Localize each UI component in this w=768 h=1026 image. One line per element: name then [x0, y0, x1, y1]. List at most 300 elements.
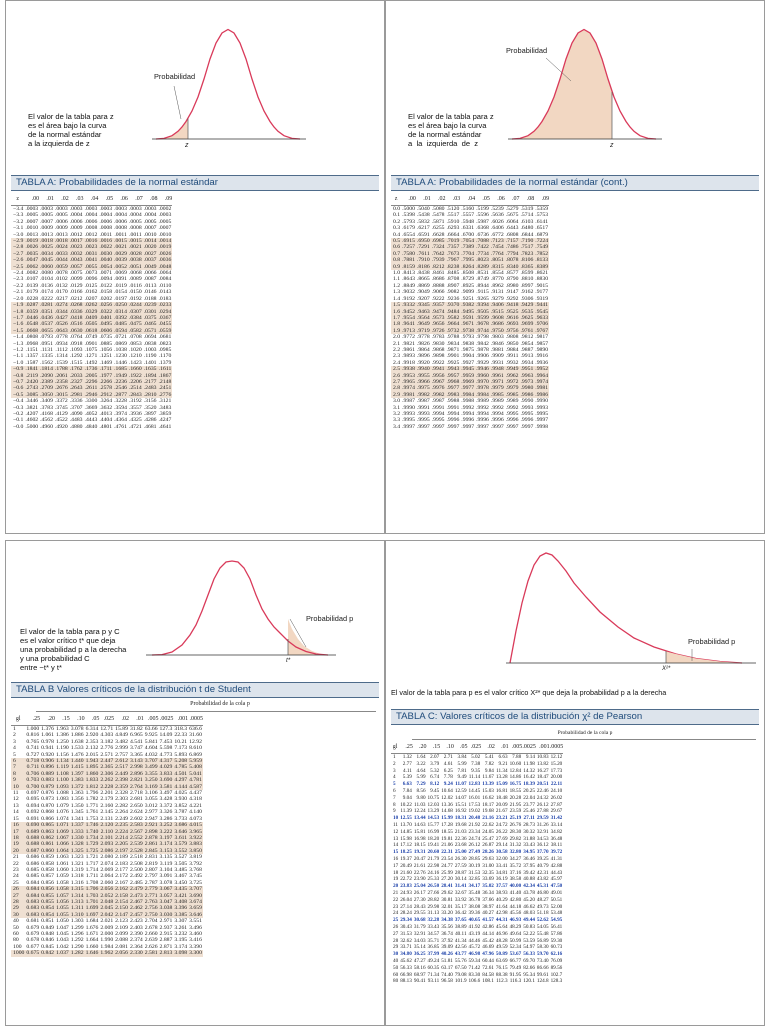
table-cell: 7.453 — [159, 738, 173, 745]
table-cell: 50.83 — [523, 923, 535, 930]
table-cell: 0.706 — [26, 770, 40, 777]
table-cell: .0006 — [54, 218, 68, 225]
table-cell: 1.386 — [55, 732, 69, 739]
table-cell: .9955 — [416, 372, 430, 379]
table-cell: 19.81 — [441, 835, 453, 842]
table-cell: .8599 — [520, 270, 534, 277]
table-cell: .6293 — [446, 225, 460, 232]
table-cell: 1.059 — [55, 873, 69, 880]
table-cell: .6915 — [402, 238, 415, 245]
table-cell: 18.31 — [454, 815, 467, 822]
table-cell: 0.941 — [41, 745, 54, 752]
table-cell: .5832 — [416, 218, 430, 225]
table-cell: 0.848 — [41, 931, 54, 937]
table-row — [391, 398, 549, 404]
table-cell: 32.35 — [482, 869, 494, 876]
row-label: 1.5 — [393, 302, 401, 309]
table-row — [391, 206, 549, 213]
table-cell: 71.42 — [468, 964, 481, 971]
table-cell: .5319 — [520, 206, 534, 212]
table-cell: .8413 — [402, 270, 415, 277]
table-cell: .1170 — [158, 353, 172, 360]
table-cell: .0418 — [69, 314, 83, 321]
table-cell: .0154 — [114, 289, 127, 296]
table-cell: 88.13 — [400, 978, 412, 985]
table-cell: .3783 — [40, 404, 53, 411]
table-cell: 31.82 — [129, 726, 143, 732]
table-cell: 0.679 — [26, 931, 40, 937]
table-cell: 1.042 — [55, 943, 69, 950]
table-cell: .7454 — [490, 244, 504, 251]
row-label: 4 — [393, 774, 396, 781]
table-cell: 1.061 — [41, 732, 54, 739]
table-cell: 74.40 — [441, 971, 453, 978]
table-cell: 18.55 — [509, 787, 522, 794]
table-cell: 4.64 — [416, 767, 426, 774]
row-label: 15 — [13, 815, 19, 822]
table-cell: 33.20 — [441, 910, 453, 917]
table-cell: .4168 — [40, 411, 53, 417]
table-cell: 4.61 — [443, 760, 453, 767]
table-cell: .0010 — [143, 231, 157, 238]
row-label: 0.3 — [393, 225, 401, 232]
table-cell: 28.73 — [523, 821, 535, 828]
table-cell: 10.75 — [427, 794, 440, 801]
table-cell: .4602 — [25, 417, 39, 424]
table-row — [391, 808, 563, 815]
table-cell: .1446 — [114, 359, 127, 366]
table-cell: .6950 — [416, 238, 430, 245]
table-cell: .1685 — [114, 366, 127, 373]
table-cell: .0212 — [69, 295, 83, 302]
table-b-note: El valor de la tabla para p y C es el valor crítico t* que deja una probabilidad p a la derecha y una probabilidad C entre −t* y t* — [20, 627, 127, 672]
table-cell: 106.6 — [468, 978, 481, 985]
table-cell: 15.77 — [427, 821, 440, 828]
table-row — [391, 795, 563, 802]
table-cell: .9382 — [461, 302, 475, 309]
table-cell: 76.15 — [495, 964, 508, 971]
table-cell: .1562 — [40, 359, 53, 366]
table-cell: .4641 — [158, 423, 172, 430]
table-cell: 16.98 — [413, 835, 426, 842]
table-cell: .0005 — [54, 212, 68, 219]
table-cell: 1.060 — [55, 866, 69, 873]
table-cell: 0.849 — [41, 924, 54, 931]
table-cell: 6.314 — [85, 726, 99, 732]
table-cell: 2.678 — [144, 924, 158, 931]
table-cell: 21.16 — [482, 815, 494, 822]
table-cell: .9993 — [520, 404, 534, 411]
table-cell: 3.135 — [159, 854, 173, 861]
table-cell: 45.97 — [550, 876, 563, 883]
row-label: 2.1 — [393, 340, 401, 347]
table-cell: 18.25 — [400, 849, 412, 856]
table-cell: 37.70 — [536, 849, 549, 856]
table-cell: 32.80 — [509, 849, 522, 856]
table-cell: 1.943 — [85, 758, 99, 765]
table-cell: .0188 — [143, 295, 157, 302]
row-label: 1 — [393, 754, 396, 760]
table-row — [391, 289, 549, 295]
table-cell: .0110 — [158, 282, 172, 289]
table-cell: 0.695 — [26, 796, 40, 803]
table-header-row — [391, 741, 563, 754]
row-label: −1.6 — [13, 321, 24, 328]
table-cell: 41.64 — [495, 903, 508, 910]
row-label: −0.8 — [13, 372, 24, 379]
table-cell: .7088 — [476, 238, 489, 245]
table-cell: 3.965 — [189, 828, 202, 835]
table-cell: .0047 — [25, 257, 39, 264]
table-cell: .9997 — [416, 423, 430, 430]
table-cell: 2.971 — [159, 918, 173, 925]
table-cell: 33.43 — [523, 842, 535, 849]
table-cell: .9985 — [490, 391, 504, 398]
table-cell: 1.372 — [70, 783, 84, 790]
table-cell: 1.064 — [55, 847, 69, 854]
table-cell: 56.41 — [550, 923, 563, 930]
table-cell: 21.79 — [427, 855, 440, 862]
table-cell: 45.72 — [468, 944, 481, 951]
table-cell: .0025 — [40, 244, 53, 251]
table-cell: .9936 — [535, 359, 549, 366]
table-cell: 3.646 — [174, 828, 188, 835]
table-cell: .0749 — [84, 334, 98, 341]
row-label: 3 — [13, 738, 16, 745]
table-cell: 2.365 — [100, 764, 114, 771]
table-cell: 3.579 — [174, 841, 188, 848]
column-header: .10 — [70, 713, 85, 726]
table-cell: .1788 — [54, 366, 68, 373]
table-cell: 33.41 — [495, 862, 508, 869]
table-row — [391, 951, 563, 958]
table-cell: 1.043 — [55, 937, 69, 944]
table-cell: 3.787 — [174, 809, 188, 816]
table-cell: .0222 — [40, 295, 53, 302]
table-cell: 88.38 — [495, 971, 508, 978]
table-cell: 3.768 — [189, 866, 202, 873]
table-cell: 0.691 — [26, 815, 40, 822]
table-cell: 54.95 — [550, 917, 563, 924]
table-cell: .0655 — [40, 327, 53, 334]
table-cell: .9887 — [520, 346, 534, 353]
table-cell: 36.74 — [441, 930, 453, 937]
table-cell: 2.779 — [144, 886, 158, 893]
table-cell: 2.167 — [115, 879, 128, 886]
table-row — [391, 341, 549, 347]
table-cell: .2877 — [114, 391, 127, 398]
table-cell: .9761 — [520, 327, 534, 334]
table-cell: .9984 — [461, 391, 475, 398]
table-cell: .9990 — [520, 398, 534, 405]
table-cell: 10.22 — [400, 801, 412, 808]
table-cell: 63.17 — [441, 964, 453, 971]
table-cell: 3.659 — [189, 905, 202, 912]
table-cell: 35.14 — [413, 944, 426, 951]
row-label: 2.6 — [393, 372, 401, 379]
table-cell: .8051 — [490, 257, 504, 264]
table-cell: 35.02 — [482, 883, 494, 890]
table-row — [391, 244, 549, 250]
table-cell: .9875 — [461, 346, 475, 353]
table-cell: .9931 — [490, 359, 504, 366]
table-cell: 53.48 — [550, 910, 563, 917]
row-label: 13 — [13, 802, 19, 809]
row-label: −1.3 — [13, 340, 24, 347]
table-cell: .2483 — [143, 385, 157, 392]
table-cell: .9938 — [402, 366, 415, 373]
table-row — [391, 863, 563, 870]
table-cell: .9713 — [402, 327, 415, 334]
table-cell: 13.36 — [441, 801, 453, 808]
table-cell: 2.390 — [129, 931, 143, 937]
table-cell: .0039 — [114, 257, 127, 264]
table-cell: 53.67 — [509, 951, 522, 958]
table-cell: 20.49 — [400, 862, 412, 869]
table-header-row — [391, 193, 549, 206]
table-cell: .4286 — [143, 417, 157, 424]
table-cell: .0384 — [128, 314, 142, 321]
table-cell: .3707 — [69, 404, 83, 411]
table-cell: .0336 — [69, 308, 83, 315]
table-cell: 16.99 — [427, 828, 440, 835]
column-header: .07 — [505, 193, 520, 206]
table-cell: .9918 — [402, 359, 415, 366]
table-cell: 1.282 — [70, 950, 84, 957]
table-cell: 1.962 — [100, 950, 114, 957]
table-cell: 7.29 — [416, 781, 426, 788]
table-c-subheader-rule — [412, 739, 756, 740]
table-cell: 0.865 — [41, 822, 54, 829]
table-cell: 60.73 — [550, 944, 563, 951]
table-cell: 2.101 — [100, 834, 114, 841]
table-cell: 17.28 — [441, 821, 453, 828]
table-cell: 2.639 — [144, 937, 158, 944]
table-cell: .9767 — [535, 327, 549, 334]
table-cell: .8962 — [490, 282, 504, 289]
table-row — [11, 244, 172, 250]
table-cell: 1.725 — [85, 847, 99, 854]
column-header: .20 — [40, 713, 55, 726]
row-label: 9 — [393, 808, 396, 815]
table-cell: 4.140 — [189, 809, 202, 816]
table-cell: 0.681 — [26, 918, 40, 925]
table-cell: .9962 — [505, 372, 519, 379]
table-cell: .0013 — [40, 231, 53, 238]
table-cell: 35.48 — [468, 889, 481, 896]
table-cell: 2.887 — [159, 937, 173, 944]
row-label: 14 — [13, 809, 19, 816]
table-cell: 4.437 — [189, 790, 202, 797]
table-cell: .0329 — [84, 308, 98, 315]
table-cell: .9988 — [446, 398, 460, 405]
column-header: z — [391, 193, 401, 206]
table-cell: .9978 — [476, 385, 489, 392]
table-row — [11, 353, 172, 359]
table-cell: 24.77 — [441, 862, 453, 869]
table-c-title: TABLA C: Valores críticos de la distribución χ² de Pearson — [391, 709, 759, 725]
table-cell: .9991 — [446, 404, 460, 411]
table-cell: .0007 — [25, 218, 39, 225]
table-cell: .0059 — [54, 263, 68, 270]
table-cell: .3821 — [25, 404, 39, 411]
table-cell: .9207 — [416, 295, 430, 302]
table-row — [391, 781, 563, 788]
table-cell: .0170 — [54, 289, 68, 296]
table-cell: 1.083 — [55, 796, 69, 803]
table-cell: .0064 — [158, 270, 172, 277]
table-cell: .0668 — [25, 327, 39, 334]
table-cell: .0162 — [84, 289, 98, 296]
table-cell: 38.93 — [495, 889, 508, 896]
table-cell: .9370 — [446, 302, 460, 309]
table-cell: 28.43 — [413, 903, 426, 910]
table-cell: .0427 — [54, 314, 68, 321]
table-cell: 2.797 — [144, 873, 158, 880]
table-cell: 2.359 — [115, 783, 128, 790]
table-cell: .0006 — [84, 218, 98, 225]
row-label: 12 — [393, 828, 399, 835]
row-label: 0.0 — [393, 206, 401, 212]
table-cell: 60.35 — [427, 964, 440, 971]
table-cell: 0.686 — [26, 854, 40, 861]
table-cell: .0009 — [69, 225, 83, 232]
table-cell: .0019 — [158, 244, 172, 251]
table-cell: 49.44 — [523, 917, 535, 924]
table-cell: .9994 — [476, 411, 489, 417]
table-cell: 38.08 — [468, 903, 481, 910]
table-cell: 0.718 — [26, 758, 40, 765]
column-header: .09 — [158, 193, 173, 206]
table-cell: .7123 — [490, 238, 504, 245]
table-cell: .2743 — [25, 385, 39, 392]
z-axis-label: z — [610, 142, 614, 149]
table-cell: 50.99 — [509, 937, 522, 944]
row-label: −1.8 — [13, 308, 24, 315]
table-cell: .9131 — [490, 289, 504, 296]
table-cell: 2.189 — [115, 854, 128, 861]
table-cell: .0023 — [69, 244, 83, 251]
table-cell: .0465 — [143, 321, 157, 328]
table-cell: 16.27 — [536, 767, 549, 774]
table-cell: 17.73 — [550, 767, 563, 774]
row-label: 17 — [393, 862, 399, 869]
table-cell: .4090 — [69, 411, 83, 417]
table-cell: .1711 — [99, 366, 113, 373]
table-cell: .3446 — [25, 398, 39, 405]
table-cell: 5.041 — [189, 770, 202, 777]
row-label: 1.7 — [393, 314, 401, 321]
table-cell: .9988 — [461, 398, 475, 405]
table-cell: 1.319 — [70, 866, 84, 873]
table-cell: 1.886 — [70, 732, 84, 739]
table-cell: 3.883 — [189, 841, 202, 848]
table-cell: .9993 — [402, 411, 415, 417]
table-cell: 3.450 — [174, 879, 188, 886]
table-cell: .8869 — [416, 282, 430, 289]
table-cell: 0.741 — [26, 745, 40, 752]
table-cell: 20.28 — [509, 794, 522, 801]
row-label: 16 — [393, 855, 399, 862]
column-header: .02 — [431, 193, 446, 206]
table-cell: 7.82 — [484, 760, 494, 767]
table-cell: 3.300 — [189, 950, 202, 957]
table-cell: 2.508 — [129, 860, 143, 867]
table-cell: .9975 — [416, 385, 430, 392]
table-cell: 3.416 — [189, 937, 202, 944]
table-cell: 69.70 — [523, 957, 535, 964]
table-cell: 2.819 — [144, 860, 158, 867]
table-cell: 12.71 — [100, 726, 114, 732]
table-cell: .9970 — [476, 378, 489, 385]
table-row — [391, 302, 549, 308]
table-cell: 2.492 — [129, 873, 143, 880]
table-cell: 2.069 — [100, 866, 114, 873]
curve-label-probabilidad-p: Probabilidad p — [688, 637, 736, 646]
table-cell: .8554 — [490, 270, 504, 277]
table-cell: 3.385 — [174, 911, 188, 918]
table-cell: .5871 — [431, 218, 445, 225]
table-row — [11, 257, 172, 263]
row-label: 0.7 — [393, 250, 401, 257]
table-cell: .7486 — [505, 244, 519, 251]
table-cell: .9846 — [490, 340, 504, 347]
table-cell: .2810 — [143, 391, 157, 398]
table-cell: .8389 — [535, 263, 549, 270]
table-cell: 4.781 — [189, 777, 202, 784]
table-b-title: TABLA B Valores críticos de la distribución t de Student — [11, 682, 379, 698]
table-cell: .1003 — [143, 346, 157, 353]
table-cell: .9842 — [476, 340, 489, 347]
table-cell: 3.552 — [174, 847, 188, 854]
table-cell: 34.38 — [441, 917, 453, 924]
table-a-note: El valor de la tabla para z es el área bajo la curva de la normal estándar a la izquierda de z — [28, 112, 114, 148]
table-cell: 2.172 — [115, 873, 128, 880]
table-cell: .0038 — [128, 257, 142, 264]
column-header: .00 — [401, 193, 416, 206]
table-cell: .8289 — [476, 263, 489, 270]
table-cell: 26.22 — [495, 828, 508, 835]
row-label: −0.9 — [13, 366, 24, 373]
table-cell: 42.88 — [550, 862, 563, 869]
table-cell: 116.3 — [509, 978, 522, 985]
table-cell: .9699 — [520, 321, 534, 328]
table-cell: 1.330 — [70, 834, 84, 841]
table-cell: .2578 — [99, 385, 113, 392]
table-cell: .0808 — [25, 334, 39, 341]
table-cell: .0034 — [40, 250, 53, 257]
row-label: −0.1 — [13, 417, 24, 424]
table-cell: .8365 — [520, 263, 534, 270]
table-cell: .9332 — [402, 302, 415, 309]
table-cell: .0359 — [25, 308, 39, 315]
table-cell: 0.687 — [26, 847, 40, 854]
table-cell: .0475 — [128, 321, 142, 328]
table-cell: 35.17 — [454, 903, 467, 910]
table-cell: 128.3 — [550, 978, 563, 985]
row-label: 26 — [393, 923, 399, 930]
table-cell: .6331 — [461, 225, 475, 232]
table-cell: 28.26 — [482, 849, 494, 856]
table-cell: 3.421 — [174, 892, 188, 899]
table-cell: .0526 — [54, 321, 68, 328]
table-cell: .9997 — [402, 423, 415, 430]
table-cell: 15.81 — [413, 828, 426, 835]
table-cell: 2.224 — [115, 828, 128, 835]
table-cell: .2420 — [25, 378, 39, 385]
table-cell: 26.30 — [454, 855, 467, 862]
row-label: 23 — [13, 866, 19, 873]
